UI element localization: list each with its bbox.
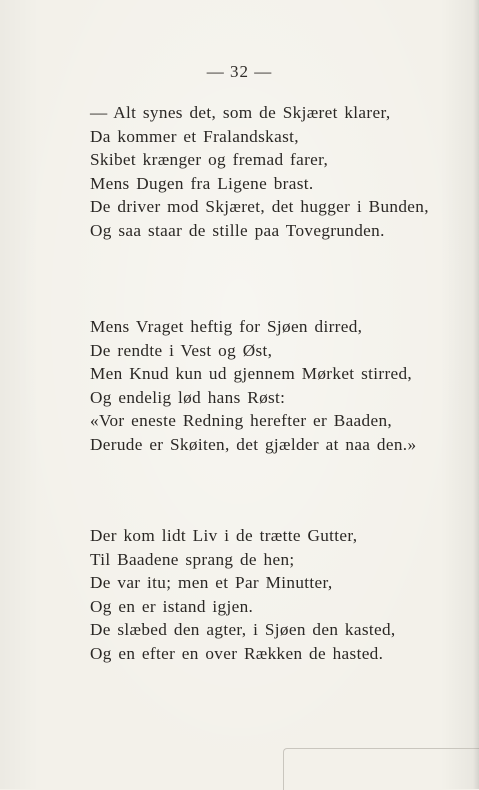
poem-line: Da kommer et Fralandskast, bbox=[90, 126, 299, 146]
poem-line: Og en efter en over Rækken de hasted. bbox=[90, 643, 384, 663]
poem-line: Og saa staar de stille paa Tovegrunden. bbox=[90, 220, 385, 240]
poem-line: Og en er istand igjen. bbox=[90, 596, 254, 616]
poem-line: De rendte i Vest og Øst, bbox=[90, 340, 273, 360]
poem-line: Til Baadene sprang de hen; bbox=[90, 549, 295, 569]
page-edge-shadow bbox=[473, 0, 479, 789]
stanza-1 bbox=[90, 101, 429, 243]
poem-line: Mens Vraget heftig for Sjøen dirred, bbox=[90, 317, 363, 336]
poem-line: «Vor eneste Redning herefter er Baaden, bbox=[90, 411, 393, 431]
poem-line: Derude er Skøiten, det gjælder at naa den.» bbox=[90, 434, 417, 454]
stanza-2 bbox=[90, 315, 416, 457]
scan-corner-mark bbox=[283, 748, 479, 790]
poem-line: Der kom lidt Liv i de trætte Gutter, bbox=[90, 526, 358, 545]
poem-line: Men Knud kun ud gjennem Mørket stirred, bbox=[90, 364, 413, 384]
poem-line: Mens Dugen fra Ligene brast. bbox=[90, 173, 314, 193]
poem-line: — Alt synes det, som de Skjæret klarer, bbox=[90, 103, 391, 122]
poem-line: De var itu; men et Par Minutter, bbox=[90, 573, 333, 593]
stanza-3 bbox=[90, 524, 396, 666]
poem-line: De driver mod Skjæret, det hugger i Bunden, bbox=[90, 197, 429, 217]
poem-line: Skibet krænger og fremad farer, bbox=[90, 150, 329, 170]
poem-line: De slæbed den agter, i Sjøen den kasted, bbox=[90, 620, 396, 640]
page-number: — 32 — bbox=[206, 62, 273, 81]
poem-line: Og endelig lød hans Røst: bbox=[90, 387, 286, 407]
